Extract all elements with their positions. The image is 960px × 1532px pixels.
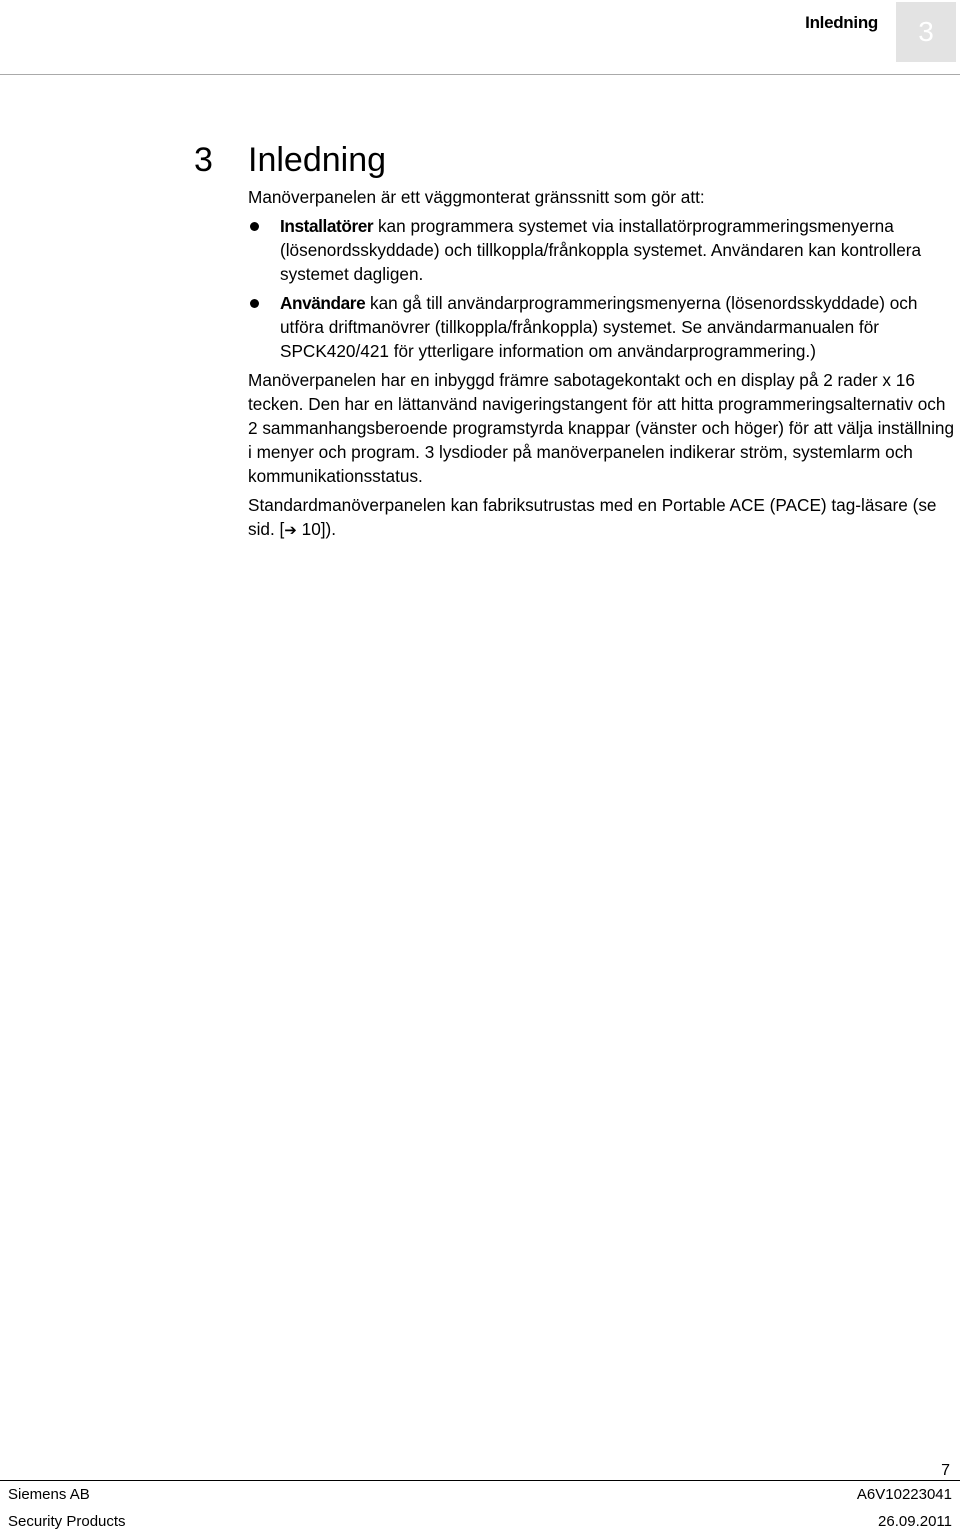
header-chapter-number: 3 xyxy=(896,2,956,62)
reader-paragraph xyxy=(248,493,956,543)
footer-date: 26.09.2011 xyxy=(878,1513,952,1530)
header-divider xyxy=(0,74,960,75)
bullet-text: kan programmera systemet via installatörprogrammeringsmenyerna (lösenordsskyddade) och tillkoppla/frånkoppla systemet. Användaren kan kontrollera systemet dagligen. xyxy=(280,216,922,284)
bullet-list xyxy=(248,214,956,363)
bullet-text: kan gå till användarprogrammeringsmenyerna (lösenordsskyddade) och utföra driftmanövrer (tillkoppla/frånkoppla) systemet. Se användarmanualen för SPCK420/421 för ytterligare information om användarprogrammering.) xyxy=(280,293,918,361)
bullet-dot-icon xyxy=(250,299,259,308)
chapter-number: 3 xyxy=(194,141,213,179)
list-item xyxy=(248,291,956,363)
footer-company: Siemens AB xyxy=(8,1486,90,1503)
intro-paragraph: Manöverpanelen är ett väggmonterat gränssnitt som gör att: xyxy=(248,187,705,207)
description-paragraph: Manöverpanelen har en inbyggd främre sabotagekontakt och en display på 2 rader x 16 tecken. Den har en lättanvänd navigeringstangent för att hitta programmeringsalternativ och 2 sammanhangsberoende programstyrda knappar (vänster och höger) för att välja inställning i menyer och program. 3 lysdioder på manöverpanelen indikerar ström, systemlarm och kommunikationsstatus. xyxy=(248,370,955,486)
footer-doc-id: A6V10223041 xyxy=(856,1486,952,1503)
list-item xyxy=(248,214,956,286)
chapter-heading xyxy=(194,138,386,182)
chapter-title-text: Inledning xyxy=(248,141,387,179)
page-number: 7 xyxy=(941,1462,950,1479)
footer-division: Security Products xyxy=(8,1513,126,1530)
footer-divider xyxy=(0,1480,960,1481)
reader-paragraph-text: Standardmanöverpanelen kan fabriksutrustas med en Portable ACE (PACE) tag-läsare (se sid. [ xyxy=(248,495,937,539)
arrow-right-icon: ➔ xyxy=(284,522,297,539)
header-section-title: Inledning xyxy=(805,13,878,32)
page-reference-link[interactable]: 10]). xyxy=(296,519,337,539)
bullet-term: Installatörer xyxy=(280,216,374,236)
bullet-term: Användare xyxy=(280,293,366,313)
bullet-dot-icon xyxy=(250,222,259,231)
body-content xyxy=(248,185,956,548)
